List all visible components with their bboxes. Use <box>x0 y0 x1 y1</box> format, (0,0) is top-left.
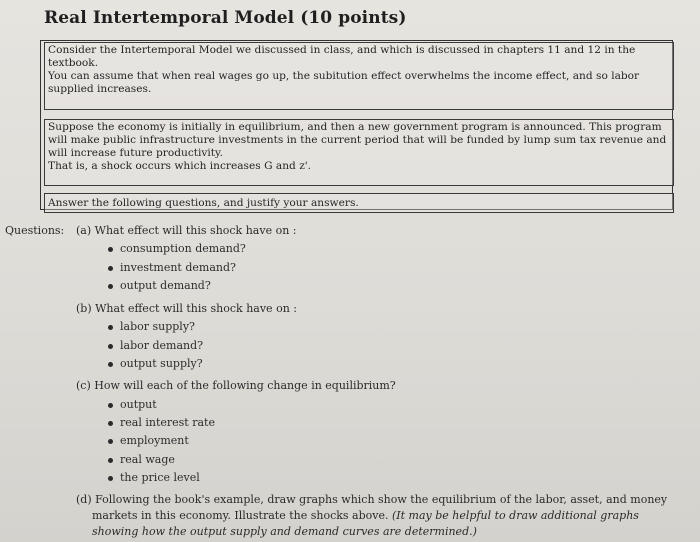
scenario-paragraph <box>44 119 674 186</box>
question-a: (a) What effect will this shock have on : <box>76 224 297 237</box>
list-item: output supply? <box>108 355 203 374</box>
bullet-icon <box>108 476 113 481</box>
bullet-icon <box>108 325 113 330</box>
bullet-icon <box>108 344 113 349</box>
list-item: employment <box>108 432 215 450</box>
list-item: labor supply? <box>108 318 203 337</box>
question-c: (c) How will each of the following change in equilibrium? <box>76 379 396 392</box>
question-d-line-3: showing how the output supply and demand curves are determined.) <box>92 525 477 538</box>
bullet-icon <box>108 458 113 463</box>
bullet-icon <box>108 284 113 289</box>
context-paragraph <box>44 42 674 110</box>
list-item: real interest rate <box>108 414 215 432</box>
question-d <box>76 492 686 540</box>
list-item: labor demand? <box>108 337 203 356</box>
bullet-icon <box>108 247 113 252</box>
context-line-1: Consider the Intertemporal Model we discussed in class, and which is discussed in chapters 11 and 12 in the textbook. <box>48 44 636 69</box>
question-a-list <box>108 240 246 296</box>
list-item: output demand? <box>108 277 246 296</box>
scenario-line-1: Suppose the economy is initially in equilibrium, and then a new government program is announced. This program will make public infrastructure investments in the current period that will be funded by lump sum tax revenue and will increase future productivity. <box>48 121 667 159</box>
bullet-icon <box>108 266 113 271</box>
scenario-line-2: That is, a shock occurs which increases G and z'. <box>48 160 312 172</box>
list-item: output <box>108 396 215 414</box>
page-title: Real Intertemporal Model (10 points) <box>44 8 407 28</box>
question-d-line-1: (d) Following the book's example, draw graphs which show the equilibrium of the labor, asset, and money <box>76 493 668 506</box>
question-c-list <box>108 396 215 487</box>
list-item: investment demand? <box>108 259 246 278</box>
bullet-icon <box>108 439 113 444</box>
bullet-icon <box>108 421 113 426</box>
questions-label: Questions: <box>5 224 65 237</box>
answer-instruction: Answer the following questions, and justify your answers. <box>44 193 674 213</box>
bullet-icon <box>108 362 113 367</box>
question-b: (b) What effect will this shock have on : <box>76 302 297 315</box>
context-line-2: You can assume that when real wages go up, the subitution effect overwhelms the income effect, and so labor supplied increases. <box>48 70 640 95</box>
list-item: consumption demand? <box>108 240 246 259</box>
list-item: the price level <box>108 469 215 487</box>
bullet-icon <box>108 403 113 408</box>
question-b-list <box>108 318 203 374</box>
list-item: real wage <box>108 451 215 469</box>
question-d-line-2: markets in this economy. Illustrate the shocks above. (It may be helpful to draw additional graphs <box>92 509 639 522</box>
